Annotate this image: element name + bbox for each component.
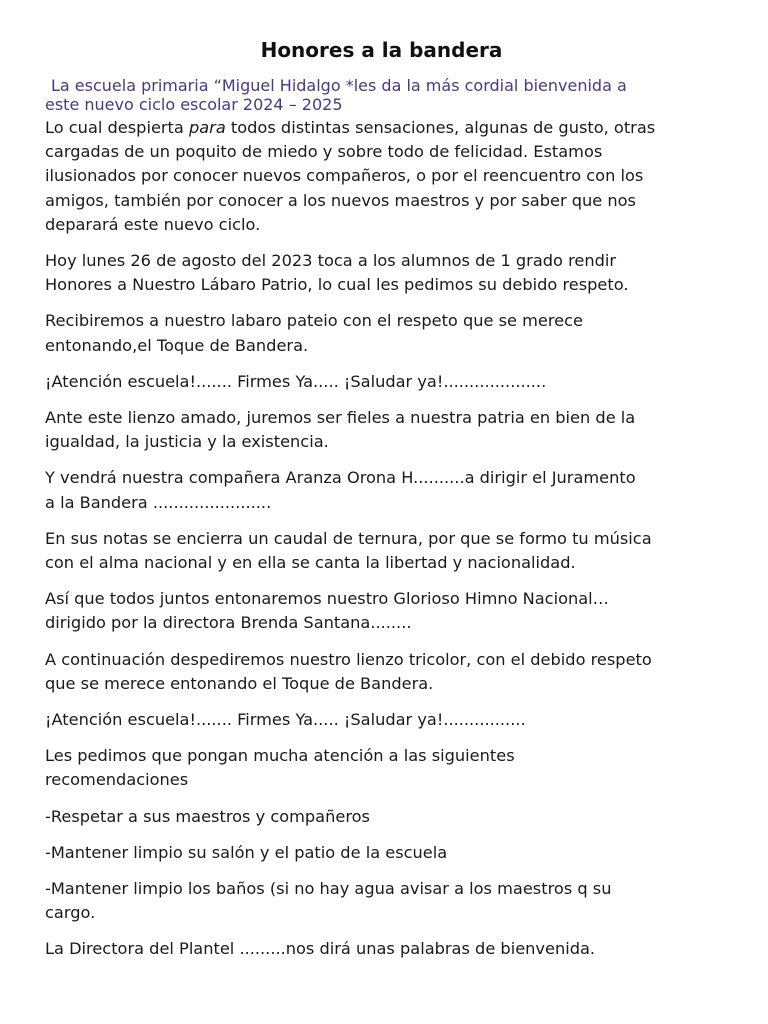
paragraph [45, 877, 718, 925]
paragraph-line: A continuación despediremos nuestro lienzo tricolor, con el debido respeto [45, 649, 652, 669]
intro-line: La escuela primaria “Miguel Hidalgo *les da la más cordial bienvenida a [51, 76, 627, 95]
paragraph-line: Y vendrá nuestra compañera Aranza Orona H..........a dirigir el Juramento [45, 468, 636, 488]
paragraph-line: con el alma nacional y en ella se canta la libertad y nacionalidad. [45, 553, 576, 573]
paragraph-line: ¡Atención escuela!....... Firmes Ya..... ¡Saludar ya!.................... [45, 371, 547, 391]
paragraph-line: Les pedimos que pongan mucha atención a las siguientes [45, 746, 515, 766]
paragraph [45, 370, 718, 394]
paragraph [45, 744, 718, 792]
document-title: Honores a la bandera [260, 38, 503, 62]
paragraph-line: -Mantener limpio los baños (si no hay agua avisar a los maestros q su [45, 879, 612, 899]
paragraph-line: Ante este lienzo amado, juremos ser fieles a nuestra patria en bien de la [45, 408, 636, 428]
paragraph-line: La Directora del Plantel .........nos dirá unas palabras de bienvenida. [45, 939, 596, 959]
paragraph-line: -Mantener limpio su salón y el patio de la escuela [45, 842, 448, 862]
intro-paragraph [45, 76, 718, 114]
paragraph-line: ¡Atención escuela!....... Firmes Ya..... ¡Saludar ya!................ [45, 710, 526, 730]
paragraph-line: En sus notas se encierra un caudal de ternura, por que se formo tu música [45, 528, 652, 548]
paragraph-line: Honores a Nuestro Lábaro Patrio, lo cual les pedimos su debido respeto. [45, 275, 629, 295]
paragraph-line: Recibiremos a nuestro labaro pateio con el respeto que se merece [45, 311, 583, 331]
paragraph [45, 841, 718, 865]
paragraph [45, 466, 718, 514]
intro-line: este nuevo ciclo escolar 2024 – 2025 [45, 95, 343, 114]
paragraph-line: Así que todos juntos entonaremos nuestro Glorioso Himno Nacional… [45, 589, 609, 609]
paragraph-line: que se merece entonando el Toque de Bandera. [45, 673, 434, 693]
paragraph-line: amigos, también por conocer a los nuevos maestros y por saber que nos [45, 190, 636, 210]
text-run: Lo cual despierta [45, 118, 189, 137]
paragraph [45, 805, 718, 829]
paragraph-line: ilusionados por conocer nuevos compañeros, o por el reencuentro con los [45, 166, 644, 186]
paragraph [45, 116, 718, 237]
paragraph [45, 708, 718, 732]
paragraph [45, 406, 718, 454]
emphasis-text: para [188, 118, 226, 137]
paragraph-line: dirigido por la directora Brenda Santana........ [45, 613, 412, 633]
paragraph-line [45, 116, 718, 140]
paragraph-line: igualdad, la justicia y la existencia. [45, 432, 329, 452]
paragraph-line: cargo. [45, 903, 96, 923]
paragraph [45, 527, 718, 575]
paragraph-line: deparará este nuevo ciclo. [45, 214, 261, 234]
paragraph-line: cargadas de un poquito de miedo y sobre todo de felicidad. Estamos [45, 142, 603, 162]
paragraph-line: -Respetar a sus maestros y compañeros [45, 806, 370, 826]
paragraph-line: recomendaciones [45, 770, 189, 790]
paragraph [45, 937, 718, 961]
paragraph-line: entonando,el Toque de Bandera. [45, 335, 309, 355]
text-run: todos distintas sensaciones, algunas de gusto, otras [225, 118, 656, 137]
paragraph [45, 309, 718, 357]
paragraph [45, 587, 718, 635]
paragraph-line: a la Bandera ....................... [45, 492, 272, 512]
paragraph-line: Hoy lunes 26 de agosto del 2023 toca a los alumnos de 1 grado rendir [45, 251, 617, 271]
paragraph [45, 249, 718, 297]
paragraph [45, 648, 718, 696]
